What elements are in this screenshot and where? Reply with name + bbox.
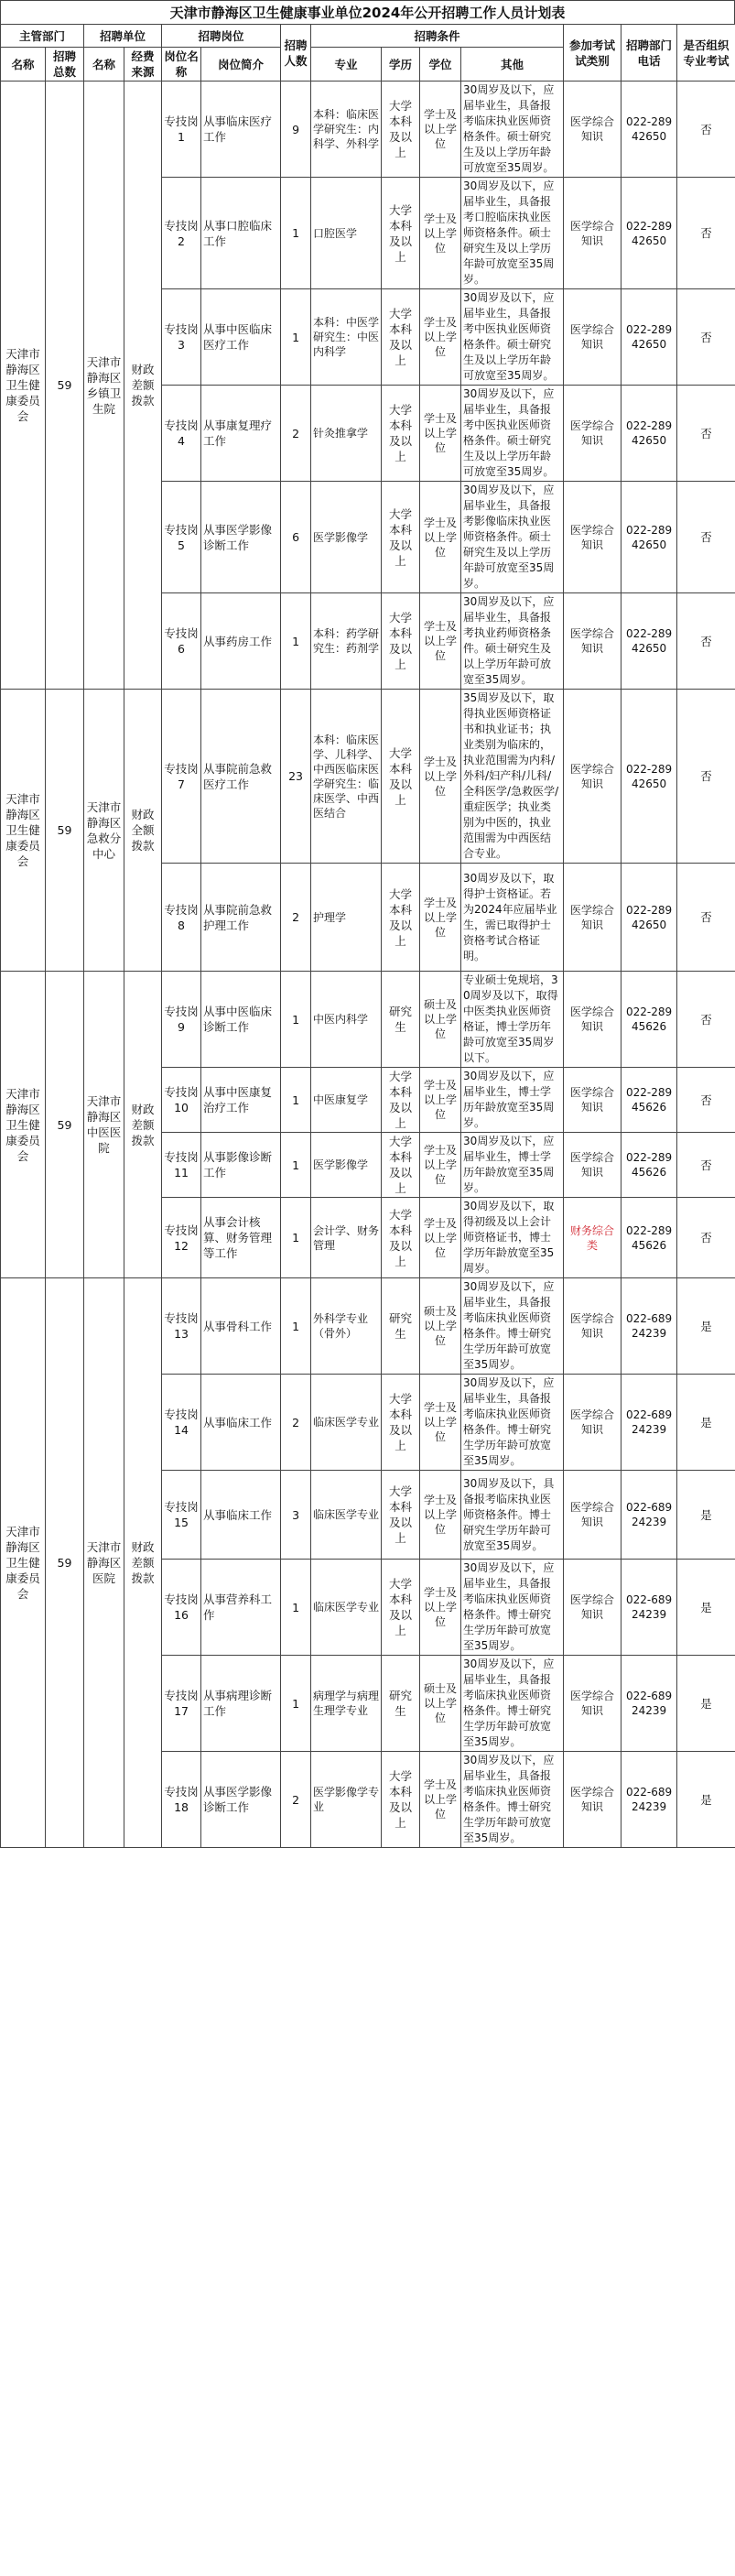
exam-type: 医学综合知识 — [564, 1656, 622, 1752]
education: 大学本科及以上 — [382, 1133, 420, 1198]
exam-type: 医学综合知识 — [564, 386, 622, 482]
table-row — [1, 972, 735, 1068]
recruit-count: 1 — [281, 1560, 311, 1656]
recruit-count: 1 — [281, 972, 311, 1068]
recruit-count: 3 — [281, 1471, 311, 1560]
fund-source: 财政全额拨款 — [124, 690, 162, 972]
contact-phone: 022-28942650 — [622, 178, 677, 289]
major: 口腔医学 — [311, 178, 382, 289]
org-exam-flag: 否 — [677, 178, 735, 289]
post-name: 专技岗3 — [162, 289, 201, 386]
post-name: 专技岗5 — [162, 482, 201, 593]
education: 大学本科及以上 — [382, 1375, 420, 1471]
exam-type: 医学综合知识 — [564, 1375, 622, 1471]
post-desc: 从事院前急救护理工作 — [201, 864, 281, 972]
unit-name: 天津市静海区急救分中心 — [84, 690, 124, 972]
org-exam-flag: 否 — [677, 289, 735, 386]
degree: 学士及以上学位 — [420, 386, 461, 482]
header-edu: 学历 — [382, 48, 420, 82]
dept-name: 天津市静海区卫生健康委员会 — [1, 1278, 46, 1848]
post-desc: 从事中医临床诊断工作 — [201, 972, 281, 1068]
other-conditions: 30周岁及以下，应届毕业生，博士学历年龄放宽至35周岁。 — [461, 1133, 564, 1198]
other-conditions: 30周岁及以下，应届毕业生，具备报考临床执业医师资格条件。博士研究生学历年龄可放宽至35周岁。 — [461, 1752, 564, 1848]
post-name: 专技岗7 — [162, 690, 201, 864]
exam-type: 财务综合类 — [564, 1198, 622, 1278]
contact-phone: 022-28942650 — [622, 386, 677, 482]
education: 大学本科及以上 — [382, 482, 420, 593]
post-name: 专技岗11 — [162, 1133, 201, 1198]
post-name: 专技岗18 — [162, 1752, 201, 1848]
header-unit-group: 招聘单位 — [84, 25, 162, 48]
degree: 学士及以上学位 — [420, 82, 461, 178]
contact-phone: 022-28945626 — [622, 972, 677, 1068]
dept-name: 天津市静海区卫生健康委员会 — [1, 972, 46, 1278]
org-exam-flag: 是 — [677, 1471, 735, 1560]
exam-type: 医学综合知识 — [564, 1278, 622, 1375]
exam-type: 医学综合知识 — [564, 1752, 622, 1848]
education: 大学本科及以上 — [382, 1752, 420, 1848]
other-conditions: 30周岁及以下，取得护士资格证。若为2024年应届毕业生，需已取得护士资格考试合格证明。 — [461, 864, 564, 972]
education: 大学本科及以上 — [382, 1471, 420, 1560]
org-exam-flag: 否 — [677, 593, 735, 690]
post-name: 专技岗8 — [162, 864, 201, 972]
org-exam-flag: 是 — [677, 1752, 735, 1848]
contact-phone: 022-68924239 — [622, 1752, 677, 1848]
post-name: 专技岗15 — [162, 1471, 201, 1560]
other-conditions: 30周岁及以下，应届毕业生，具备报考口腔临床执业医师资格条件。硕士研究生及以上学历年龄可放宽至35周岁。 — [461, 178, 564, 289]
post-desc: 从事营养科工作 — [201, 1560, 281, 1656]
other-conditions: 30周岁及以下，应届毕业生，具备报考临床执业医师资格条件。博士研究生学历年龄可放宽至35周岁。 — [461, 1375, 564, 1471]
major: 医学影像学 — [311, 1133, 382, 1198]
post-desc: 从事临床医疗工作 — [201, 82, 281, 178]
exam-type: 医学综合知识 — [564, 482, 622, 593]
contact-phone: 022-68924239 — [622, 1375, 677, 1471]
degree: 学士及以上学位 — [420, 1133, 461, 1198]
header-unit-name: 名称 — [84, 48, 124, 82]
major: 临床医学专业 — [311, 1471, 382, 1560]
degree: 学士及以上学位 — [420, 1560, 461, 1656]
org-exam-flag: 否 — [677, 690, 735, 864]
post-desc: 从事中医临床医疗工作 — [201, 289, 281, 386]
post-name: 专技岗2 — [162, 178, 201, 289]
post-desc: 从事院前急救医疗工作 — [201, 690, 281, 864]
recruit-count: 1 — [281, 178, 311, 289]
other-conditions: 30周岁及以下，应届毕业生，具备报考临床执业医师资格条件。博士研究生学历年龄可放宽至35周岁。 — [461, 1560, 564, 1656]
exam-type: 医学综合知识 — [564, 1133, 622, 1198]
header-dept-group: 主管部门 — [1, 25, 84, 48]
degree: 学士及以上学位 — [420, 690, 461, 864]
recruit-count: 6 — [281, 482, 311, 593]
header-count: 招聘人数 — [281, 25, 311, 82]
major: 外科学专业（骨外） — [311, 1278, 382, 1375]
post-desc: 从事医学影像诊断工作 — [201, 482, 281, 593]
degree: 学士及以上学位 — [420, 482, 461, 593]
education: 研究生 — [382, 1656, 420, 1752]
exam-type: 医学综合知识 — [564, 178, 622, 289]
degree: 硕士及以上学位 — [420, 1278, 461, 1375]
org-exam-flag: 否 — [677, 1198, 735, 1278]
exam-type: 医学综合知识 — [564, 864, 622, 972]
recruit-count: 1 — [281, 1133, 311, 1198]
education: 大学本科及以上 — [382, 593, 420, 690]
contact-phone: 022-28942650 — [622, 690, 677, 864]
education: 大学本科及以上 — [382, 1560, 420, 1656]
exam-type: 医学综合知识 — [564, 82, 622, 178]
dept-name: 天津市静海区卫生健康委员会 — [1, 82, 46, 690]
header-other: 其他 — [461, 48, 564, 82]
contact-phone: 022-28942650 — [622, 82, 677, 178]
education: 研究生 — [382, 972, 420, 1068]
org-exam-flag: 否 — [677, 1068, 735, 1133]
other-conditions: 30周岁及以下，应届毕业生，具备报考执业药师资格条件。硕士研究生及以上学历年龄可放宽至35周岁。 — [461, 593, 564, 690]
major: 本科：药学研究生：药剂学 — [311, 593, 382, 690]
dept-name: 天津市静海区卫生健康委员会 — [1, 690, 46, 972]
degree: 硕士及以上学位 — [420, 972, 461, 1068]
post-desc: 从事影像诊断工作 — [201, 1133, 281, 1198]
education: 大学本科及以上 — [382, 1198, 420, 1278]
other-conditions: 30周岁及以下，取得初级及以上会计师资格证书，博士学历年龄放宽至35周岁。 — [461, 1198, 564, 1278]
exam-type: 医学综合知识 — [564, 972, 622, 1068]
post-desc: 从事中医康复治疗工作 — [201, 1068, 281, 1133]
degree: 学士及以上学位 — [420, 1375, 461, 1471]
org-exam-flag: 是 — [677, 1656, 735, 1752]
org-exam-flag: 否 — [677, 1133, 735, 1198]
org-exam-flag: 否 — [677, 386, 735, 482]
major: 临床医学专业 — [311, 1560, 382, 1656]
post-desc: 从事药房工作 — [201, 593, 281, 690]
org-exam-flag: 是 — [677, 1560, 735, 1656]
header-post-name: 岗位名称 — [162, 48, 201, 82]
post-name: 专技岗14 — [162, 1375, 201, 1471]
contact-phone: 022-28945626 — [622, 1133, 677, 1198]
recruit-count: 1 — [281, 1656, 311, 1752]
major: 医学影像学专业 — [311, 1752, 382, 1848]
post-desc: 从事口腔临床工作 — [201, 178, 281, 289]
unit-name: 天津市静海区医院 — [84, 1278, 124, 1848]
recruit-count: 2 — [281, 1752, 311, 1848]
recruitment-table — [0, 24, 735, 1848]
header-dept-name: 名称 — [1, 48, 46, 82]
exam-type: 医学综合知识 — [564, 593, 622, 690]
degree: 学士及以上学位 — [420, 1752, 461, 1848]
education: 大学本科及以上 — [382, 690, 420, 864]
education: 大学本科及以上 — [382, 1068, 420, 1133]
recruit-count: 2 — [281, 1375, 311, 1471]
contact-phone: 022-28945626 — [622, 1068, 677, 1133]
org-exam-flag: 否 — [677, 82, 735, 178]
recruit-count: 1 — [281, 289, 311, 386]
header-fund: 经费来源 — [124, 48, 162, 82]
recruit-count: 1 — [281, 1198, 311, 1278]
org-exam-flag: 是 — [677, 1278, 735, 1375]
other-conditions: 35周岁及以下，取得执业医师资格证书和执业证书；执业类别为临床的，执业范围需为内科/外科/妇产科/儿科/全科医学/急救医学/重症医学；执业类别为中医的，执业范围需为中西医结合专业。 — [461, 690, 564, 864]
post-desc: 从事临床工作 — [201, 1471, 281, 1560]
exam-type: 医学综合知识 — [564, 1560, 622, 1656]
post-name: 专技岗13 — [162, 1278, 201, 1375]
major: 医学影像学 — [311, 482, 382, 593]
org-exam-flag: 是 — [677, 1375, 735, 1471]
org-exam-flag: 否 — [677, 864, 735, 972]
major: 本科：临床医学、儿科学、中西医临床医学研究生：临床医学、中西医结合 — [311, 690, 382, 864]
contact-phone: 022-28942650 — [622, 864, 677, 972]
other-conditions: 30周岁及以下，应届毕业生，博士学历年龄放宽至35周岁。 — [461, 1068, 564, 1133]
recruit-count: 23 — [281, 690, 311, 864]
other-conditions: 30周岁及以下，应届毕业生，具备报考临床执业医师资格条件。博士研究生学历年龄可放宽至35周岁。 — [461, 1656, 564, 1752]
education: 大学本科及以上 — [382, 289, 420, 386]
header-exam-type: 参加考试试类别 — [564, 25, 622, 82]
header-major: 专业 — [311, 48, 382, 82]
unit-name: 天津市静海区乡镇卫生院 — [84, 82, 124, 690]
contact-phone: 022-28945626 — [622, 1198, 677, 1278]
other-conditions: 30周岁及以下，应届毕业生，具备报考中医执业医师资格条件。硕士研究生及以上学历年龄可放宽至35周岁。 — [461, 386, 564, 482]
post-name: 专技岗6 — [162, 593, 201, 690]
post-desc: 从事病理诊断工作 — [201, 1656, 281, 1752]
major: 护理学 — [311, 864, 382, 972]
degree: 硕士及以上学位 — [420, 1656, 461, 1752]
exam-type: 医学综合知识 — [564, 289, 622, 386]
post-name: 专技岗9 — [162, 972, 201, 1068]
post-name: 专技岗10 — [162, 1068, 201, 1133]
degree: 学士及以上学位 — [420, 1068, 461, 1133]
page-title: 天津市静海区卫生健康事业单位2024年公开招聘工作人员计划表 — [0, 0, 735, 24]
header-total: 招聘总数 — [46, 48, 84, 82]
degree: 学士及以上学位 — [420, 1471, 461, 1560]
other-conditions: 专业硕士免规培，30周岁及以下，取得中医类执业医师资格证，博士学历年龄可放宽至35周岁以下。 — [461, 972, 564, 1068]
major: 本科：中医学研究生：中医内科学 — [311, 289, 382, 386]
exam-type: 医学综合知识 — [564, 1471, 622, 1560]
table-row — [1, 690, 735, 864]
major: 临床医学专业 — [311, 1375, 382, 1471]
fund-source: 财政差额拨款 — [124, 82, 162, 690]
contact-phone: 022-28942650 — [622, 482, 677, 593]
fund-source: 财政差额拨款 — [124, 972, 162, 1278]
contact-phone: 022-68924239 — [622, 1656, 677, 1752]
other-conditions: 30周岁及以下，应届毕业生，具备报考临床执业医师资格条件。博士研究生学历年龄可放宽至35周岁。 — [461, 1278, 564, 1375]
header-degree: 学位 — [420, 48, 461, 82]
header-conditions-group: 招聘条件 — [311, 25, 564, 48]
other-conditions: 30周岁及以下，具备报考临床执业医师资格条件。博士研究生学历年龄可放宽至35周岁。 — [461, 1471, 564, 1560]
header-post-group: 招聘岗位 — [162, 25, 281, 48]
contact-phone: 022-28942650 — [622, 289, 677, 386]
post-desc: 从事康复理疗工作 — [201, 386, 281, 482]
post-desc: 从事骨科工作 — [201, 1278, 281, 1375]
recruit-count: 9 — [281, 82, 311, 178]
recruit-total: 59 — [46, 82, 84, 690]
recruit-count: 2 — [281, 864, 311, 972]
education: 大学本科及以上 — [382, 82, 420, 178]
recruit-count: 1 — [281, 593, 311, 690]
org-exam-flag: 否 — [677, 482, 735, 593]
exam-type: 医学综合知识 — [564, 1068, 622, 1133]
contact-phone: 022-68924239 — [622, 1560, 677, 1656]
table-body — [1, 82, 735, 1848]
org-exam-flag: 否 — [677, 972, 735, 1068]
post-name: 专技岗4 — [162, 386, 201, 482]
unit-name: 天津市静海区中医医院 — [84, 972, 124, 1278]
degree: 学士及以上学位 — [420, 178, 461, 289]
major: 中医内科学 — [311, 972, 382, 1068]
post-name: 专技岗1 — [162, 82, 201, 178]
recruit-total: 59 — [46, 690, 84, 972]
major: 本科：临床医学研究生：内科学、外科学 — [311, 82, 382, 178]
recruit-total: 59 — [46, 972, 84, 1278]
recruit-count: 1 — [281, 1068, 311, 1133]
table-row — [1, 82, 735, 178]
contact-phone: 022-28942650 — [622, 593, 677, 690]
post-name: 专技岗16 — [162, 1560, 201, 1656]
recruit-total: 59 — [46, 1278, 84, 1848]
header-post-desc: 岗位简介 — [201, 48, 281, 82]
header-org-exam: 是否组织专业考试 — [677, 25, 735, 82]
education: 研究生 — [382, 1278, 420, 1375]
major: 病理学与病理生理学专业 — [311, 1656, 382, 1752]
other-conditions: 30周岁及以下，应届毕业生，具备报考临床执业医师资格条件。硕士研究生及以上学历年龄可放宽至35周岁。 — [461, 82, 564, 178]
table-row — [1, 1278, 735, 1375]
degree: 学士及以上学位 — [420, 864, 461, 972]
recruit-count: 1 — [281, 1278, 311, 1375]
post-name: 专技岗12 — [162, 1198, 201, 1278]
contact-phone: 022-68924239 — [622, 1471, 677, 1560]
degree: 学士及以上学位 — [420, 593, 461, 690]
post-desc: 从事会计核算、财务管理等工作 — [201, 1198, 281, 1278]
major: 针灸推拿学 — [311, 386, 382, 482]
contact-phone: 022-68924239 — [622, 1278, 677, 1375]
major: 中医康复学 — [311, 1068, 382, 1133]
header-phone: 招聘部门电话 — [622, 25, 677, 82]
degree: 学士及以上学位 — [420, 1198, 461, 1278]
header-row-1 — [1, 25, 735, 48]
major: 会计学、财务管理 — [311, 1198, 382, 1278]
recruit-count: 2 — [281, 386, 311, 482]
education: 大学本科及以上 — [382, 386, 420, 482]
education: 大学本科及以上 — [382, 864, 420, 972]
education: 大学本科及以上 — [382, 178, 420, 289]
post-name: 专技岗17 — [162, 1656, 201, 1752]
exam-type: 医学综合知识 — [564, 690, 622, 864]
fund-source: 财政差额拨款 — [124, 1278, 162, 1848]
post-desc: 从事临床工作 — [201, 1375, 281, 1471]
post-desc: 从事医学影像诊断工作 — [201, 1752, 281, 1848]
other-conditions: 30周岁及以下，应届毕业生，具备报考中医执业医师资格条件。硕士研究生及以上学历年龄可放宽至35周岁。 — [461, 289, 564, 386]
other-conditions: 30周岁及以下，应届毕业生，具备报考影像临床执业医师资格条件。硕士研究生及以上学历年龄可放宽至35周岁。 — [461, 482, 564, 593]
degree: 学士及以上学位 — [420, 289, 461, 386]
